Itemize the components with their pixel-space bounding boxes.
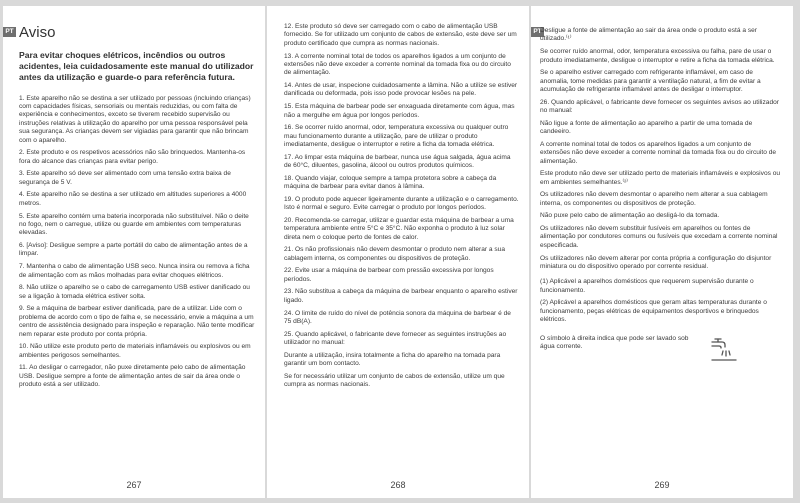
- footnote: (2) Aplicável a aparelhos domésticos que geram altas temperaturas durante o funcionamento, peças elétricas de equipamentos desportivos e brinquedos elétricos.: [540, 299, 767, 324]
- warning-item: 7. Mantenha o cabo de alimentação USB seco. Nunca insira ou remova a ficha de alimentação com as mãos molhadas para evitar choques elétricos.: [19, 263, 250, 279]
- warning-item: Se ocorrer ruído anormal, odor, temperatura excessiva ou falha, pare de usar o produto imediatamente, desligue o interruptor e retire a ficha da tomada elétrica.: [540, 48, 775, 64]
- warning-item: 8. Não utilize o aparelho se o cabo de carregamento USB estiver danificado ou se a ligação à tomada elétrica estiver solta.: [19, 284, 250, 300]
- warning-item: Desligue a fonte de alimentação ao sair da área onde o produto está a ser utilizado.⁽¹⁾: [540, 27, 758, 43]
- warning-item: 15. Esta máquina de barbear pode ser enxaguada diretamente com água, mas não a mergulhe em água por longos períodos.: [284, 103, 515, 119]
- warning-item: 10. Não utilize este produto perto de materiais inflamáveis ou explosivos ou em ambientes perigosos semelhantes.: [19, 343, 251, 359]
- page-content: [284, 23, 519, 394]
- warning-item: 1. Este aparelho não se destina a ser utilizado por pessoas (incluindo crianças) com capacidades físicas, sensoriais ou mentais reduzidas, ou com falta de experiência e conhecimentos, exceto se tiverem recebido supervisão ou instruções relativas à utilização do aparelho por uma pessoa responsável pela sua segurança. As crianças devem ser vigiadas para garantir que não brincam com o aparelho.: [19, 94, 251, 144]
- warning-item: 2. Este produto e os respetivos acessórios não são brinquedos. Mantenha-os fora do alcance das crianças para evitar perigo.: [19, 149, 246, 165]
- tap-water-icon: [709, 337, 739, 363]
- warning-item: Este produto não deve ser utilizado perto de materiais inflamáveis e explosivos ou em ambientes semelhantes.⁽²⁾: [540, 170, 781, 186]
- wash-symbol-row: [540, 335, 781, 363]
- warning-item: Se o aparelho estiver carregado com refrigerante inflamável, em caso de anomalia, tome medidas para garantir a ventilação natural, a fim de evitar a acumulação de refrigerante inflamável antes de desligar o interruptor.: [540, 69, 761, 93]
- warning-item: 4. Este aparelho não se destina a ser utilizado em altitudes superiores a 4000 metros.: [19, 191, 247, 207]
- warning-item: 19. O produto pode aquecer ligeiramente durante a utilização e o carregamento. Isto é normal e seguro. Evite carregar o produto por longos períodos.: [284, 195, 519, 212]
- page-content: [19, 25, 257, 394]
- warning-item: 26. Quando aplicável, o fabricante deve fornecer os seguintes avisos ao utilizador no manual:: [540, 98, 779, 115]
- page-number: 268: [390, 480, 406, 490]
- page-267: [3, 6, 265, 498]
- warning-item: Durante a utilização, insira totalmente a ficha do aparelho na tomada para garantir um bom contacto.: [284, 351, 501, 368]
- warning-item: 6. [Aviso]: Desligue sempre a parte portátil do cabo de alimentação antes de a limpar.: [19, 242, 248, 258]
- warning-item: 13. A corrente nominal total de todos os aparelhos ligados a um conjunto de extensões não deve exceder a corrente nominal da tomada fixa ou do circuito de alimentação.: [284, 52, 511, 77]
- page-268: [267, 6, 529, 498]
- warning-item: 18. Quando viajar, coloque sempre a tampa protetora sobre a cabeça da máquina de barbear para evitar danos à lâmina.: [284, 174, 497, 191]
- warning-item: 25. Quando aplicável, o fabricante deve fornecer as seguintes instruções ao utilizador no manual:: [284, 330, 507, 346]
- warning-item: Os utilizadores não devem alterar por conta própria a configuração do disjuntor miniatura ou do dispositivo operado por corrente residual.: [540, 254, 772, 270]
- warning-item: 22. Evite usar a máquina de barbear com pressão excessiva por longos períodos.: [284, 267, 494, 283]
- warning-item: 20. Recomenda-se carregar, utilizar e guardar esta máquina de barbear a uma temperatura ambiente entre 5°C e 35°C. Não exponha o produto à luz solar direta nem o coloque perto de fontes de calor.: [284, 216, 514, 241]
- warning-item: 17. Ao limpar esta máquina de barbear, nunca use água salgada, água acima de 60°C, diluentes, gasolina, álcool ou outros produtos químicos.: [284, 153, 511, 170]
- warning-item: Não puxe pelo cabo de alimentação ao desligá-lo da tomada.: [540, 212, 720, 220]
- page-content: [540, 27, 781, 363]
- warning-item: Os utilizadores não devem desmontar o aparelho nem alterar a sua cablagem interna, os componentes ou dispositivos de proteção.: [540, 191, 768, 207]
- warning-item: 12. Este produto só deve ser carregado com o cabo de alimentação USB fornecido. Se for utilizado um conjunto de cabos de extensão, este deve ser um produto certificado que cumpra as normas nacionais.: [284, 23, 517, 47]
- warning-item: 24. O limite de ruído do nível de potência sonora da máquina de barbear é de 75 dB(A).: [284, 309, 511, 325]
- page-number: 269: [654, 480, 670, 490]
- warning-item: 16. Se ocorrer ruído anormal, odor, temperatura excessiva ou qualquer outro mau funcionamento durante a utilização, pare de utilizar o produto imediatamente, desligue o interruptor e retire a ficha da tomada elétrica.: [284, 124, 509, 148]
- warning-item: Os utilizadores não devem substituir fusíveis em aparelhos ou fontes de alimentação por condutores comuns ou fusíveis que excedam a corrente nominal especificada.: [540, 225, 778, 249]
- page-number: 267: [126, 480, 142, 490]
- wash-symbol-text: O símbolo à direita indica que pode ser lavado sob água corrente.: [540, 334, 689, 351]
- warning-item: 5. Este aparelho contém uma bateria incorporada não substituível. Não o deite no fogo, nem o carregue, utilize ou guarde em ambientes com temperaturas elevadas.: [19, 212, 249, 237]
- warning-item: A corrente nominal total de todos os aparelhos ligados a um conjunto de extensões não deve exceder a corrente nominal da tomada fixa ou do circuito de alimentação.: [540, 140, 777, 165]
- warning-item: 21. Os não profissionais não devem desmontar o produto nem alterar a sua cablagem interna, os componentes ou dispositivos de proteção.: [284, 246, 506, 262]
- footnote: (1) Aplicável a aparelhos domésticos que requerem supervisão durante o funcionamento.: [540, 278, 754, 294]
- warning-item: 9. Se a máquina de barbear estiver danificada, pare de a utilizar. Lide com o problema de acordo com o tipo de falha e, se necessário, envie a máquina a um centro de assistência designado para inspeção e reparação. Não tente modificar nem reparar este produto por conta própria.: [19, 305, 255, 338]
- intro-text: Para evitar choques elétricos, incêndios ou outros acidentes, leia cuidadosamente este manual do utilizador antes da utilização e guarde-o para referência futura.: [19, 50, 254, 83]
- warning-item: 11. Ao desligar o carregador, não puxe diretamente pelo cabo de alimentação USB. Desligue sempre a fonte de alimentação antes de sair da área onde o produto está a ser utilizado.: [19, 364, 246, 389]
- warning-item: Não ligue a fonte de alimentação ao aparelho a partir de uma tomada de candeeiro.: [540, 119, 753, 136]
- page-title: Aviso: [19, 24, 56, 41]
- warning-item: 3. Este aparelho só deve ser alimentado com uma tensão extra baixa de segurança de 5 V.: [19, 170, 231, 186]
- warning-item: 23. Não substitua a cabeça da máquina de barbear enquanto o aparelho estiver ligado.: [284, 288, 518, 304]
- language-tag: PT: [3, 27, 16, 37]
- warning-item: Se for necessário utilizar um conjunto de cabos de extensão, utilize um que cumpra as normas nacionais.: [284, 372, 505, 389]
- warning-item: 14. Antes de usar, inspecione cuidadosamente a lâmina. Não a utilize se estiver danificada ou deformada, pois isso pode provocar lesões na pele.: [284, 82, 518, 98]
- language-tag: PT: [531, 27, 544, 37]
- page-269: [531, 6, 793, 498]
